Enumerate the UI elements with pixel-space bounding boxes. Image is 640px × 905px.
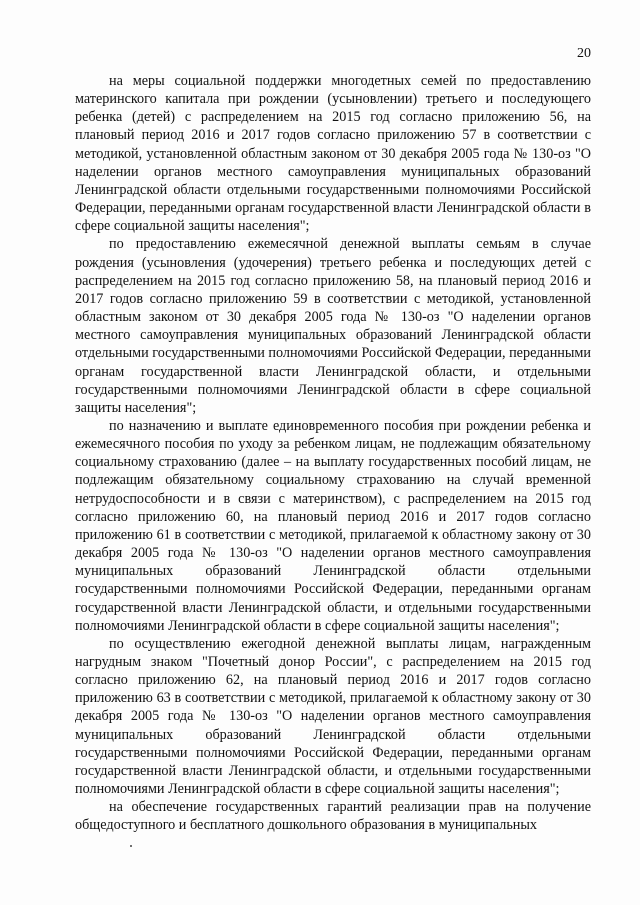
paragraph-honorary-donor: по осуществлению ежегодной денежной выплаты лицам, награжденным нагрудным знаком "Почетный донор России", с распределением на 2015 год согласно приложению 62, на плановый период 2016 и 2017 годов согласно приложению 63 в соответствии с методикой, прилагаемой к областному закону от 30 декабря 2005 года № 130-оз "О наделении органов местного самоуправления муниципальных образований Ленинградской области отдельными государственными полномочиями Российской Федерации, переданными органам государственной власти Ленинградской области, и отдельными государственными полномочиями Ленинградской области в сфере социальной защиты населения"; [75,635,591,798]
page-number: 20 [577,46,591,61]
document-body [75,72,591,835]
paragraph-childbirth-allowance: по назначению и выплате единовременного пособия при рождении ребенка и ежемесячного пособия по уходу за ребенком лицам, не подлежащим обязательному социальному страхованию (далее – на выплату государственных пособий лицам, не подлежащим обязательному социальному страхованию на случай временной нетрудоспособности и в связи с материнством), с распределением на 2015 год согласно приложению 60, на плановый период 2016 и 2017 годов согласно приложению 61 в соответствии с методикой, прилагаемой к областному закону от 30 декабря 2005 года № 130-оз "О наделении органов местного самоуправления муниципальных образований Ленинградской области отдельными государственными полномочиями Российской Федерации, переданными органам государственной власти Ленинградской области, и отдельными государственными полномочиями Ленинградской области в сфере социальной защиты населения"; [75,417,591,634]
paragraph-maternity-capital: на меры социальной поддержки многодетных семей по предоставлению материнского капитала при рождении (усыновлении) третьего и последующего ребенка (детей) с распределением на 2015 год согласно приложению 56, на плановый период 2016 и 2017 годов согласно приложению 57 в соответствии с методикой, установленной областным законом от 30 декабря 2005 года № 130-оз "О наделении органов местного самоуправления муниципальных образований Ленинградской области отдельными государственными полномочиями Российской Федерации, переданными органам государственной власти Ленинградской области в сфере социальной защиты населения"; [75,73,591,235]
scan-speck [130,845,132,847]
paragraph-monthly-payment: по предоставлению ежемесячной денежной выплаты семьям в случае рождения (усыновления (удочерения) третьего ребенка и последующих детей с распределением на 2015 год согласно приложению 58, на плановый период 2016 и 2017 годов согласно приложению 59 в соответствии с методикой, установленной областным законом от 30 декабря 2005 года № 130-оз "О наделении органов местного самоуправления муниципальных образований Ленинградской области отдельными государственными полномочиями Российской Федерации, переданными органам государственной власти Ленинградской области, и отдельными государственными полномочиями Ленинградской области в сфере социальной защиты населения"; [75,236,591,416]
paragraph-preschool-education: на обеспечение государственных гарантий реализации прав на получение общедоступного и бесплатного дошкольного образования в муниципальных [75,799,591,834]
